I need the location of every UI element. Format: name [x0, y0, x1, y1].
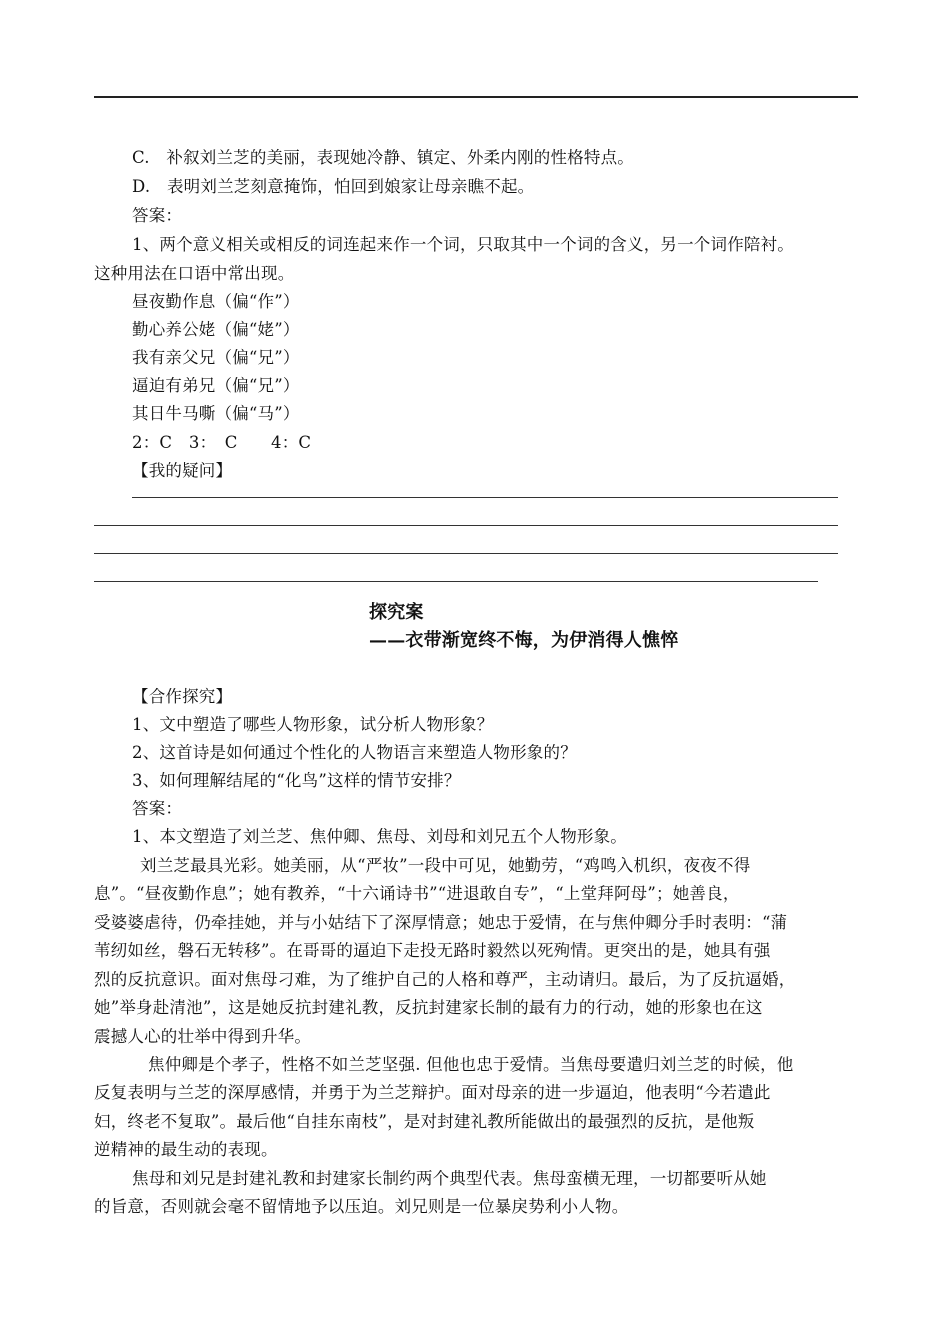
example-1: 昼夜勤作息（偏“作”） — [132, 292, 300, 311]
option-d: D. 表明刘兰芝刻意掩饰，怕回到娘家让母亲瞧不起。 — [132, 177, 535, 196]
mother-paragraph-line: 的旨意，否则就会毫不留情地予以压迫。刘兄则是一位暴戾势利小人物。 — [94, 1197, 629, 1216]
answer-explanation-line-1: 1、两个意义相关或相反的词连起来作一个词，只取其中一个词的含义，另一个词作陪衬。 — [132, 235, 794, 254]
liu-paragraph-line: 息”。“昼夜勤作息”；她有教养，“十六诵诗书”“进退敢自专”，“上堂拜阿母”；她善良， — [94, 884, 740, 903]
example-2: 勤心养公姥（偏“姥”） — [132, 320, 300, 339]
answer-1: 1、本文塑造了刘兰芝、焦仲卿、焦母、刘母和刘兄五个人物形象。 — [132, 827, 627, 846]
example-5: 其日牛马嘶（偏“马”） — [132, 404, 300, 423]
question-1: 1、文中塑造了哪些人物形象，试分析人物形象？ — [132, 715, 494, 734]
blank-line — [94, 581, 818, 582]
jiao-paragraph-line: 妇，终老不复取”。最后他“自挂东南枝”，是对封建礼教所能做出的最强烈的反抗，是他叛 — [94, 1112, 755, 1131]
section-title: 探究案 — [369, 602, 424, 623]
liu-paragraph-line: 烈的反抗意识。面对焦母刁难，为了维护自己的人格和尊严，主动请归。最后，为了反抗逼婚， — [94, 970, 796, 989]
liu-paragraph-line: 刘兰芝最具光彩。她美丽，从“严妆”一段中可见，她勤劳，“鸡鸣入机织，夜夜不得 — [140, 856, 751, 875]
jiao-paragraph-line: 逆精神的最生动的表现。 — [94, 1140, 278, 1159]
blank-line — [94, 553, 838, 554]
blank-line — [132, 497, 838, 498]
blank-line — [94, 525, 838, 526]
liu-paragraph-line: 震撼人心的壮举中得到升华。 — [94, 1027, 312, 1046]
liu-paragraph-line: 她”举身赴清池”，这是她反抗封建礼教，反抗封建家长制的最有力的行动，她的形象也在这 — [94, 998, 763, 1017]
option-c: C. 补叙刘兰芝的美丽，表现她冷静、镇定、外柔内刚的性格特点。 — [132, 148, 634, 167]
question-3: 3、如何理解结尾的“化鸟”这样的情节安排？ — [132, 771, 461, 790]
cooperation-heading: 【合作探究】 — [132, 687, 233, 706]
jiao-paragraph-line: 反复表明与兰芝的深厚感情，并勇于为兰芝辩护。面对母亲的进一步逼迫，他表明“今若遣此 — [94, 1083, 771, 1102]
my-questions-heading: 【我的疑问】 — [132, 461, 233, 480]
mother-paragraph-line: 焦母和刘兄是封建礼教和封建家长制约两个典型代表。焦母蛮横无理，一切都要听从她 — [132, 1169, 767, 1188]
section-subtitle: ——衣带渐宽终不悔，为伊消得人憔悴 — [369, 630, 679, 651]
liu-paragraph-line: 受婆婆虐待，仍牵挂她，并与小姑结下了深厚情意；她忠于爱情，在与焦仲卿分手时表明：“蒲 — [94, 913, 788, 932]
example-4: 逼迫有弟兄（偏“兄”） — [132, 376, 300, 395]
other-answers: 2：C 3： C 4：C — [132, 433, 312, 452]
jiao-paragraph-line: 焦仲卿是个孝子，性格不如兰芝坚强. 但他也忠于爱情。当焦母要遣归刘兰芝的时候，他 — [148, 1055, 794, 1074]
header-rule — [94, 96, 858, 98]
example-3: 我有亲父兄（偏“兄”） — [132, 348, 300, 367]
answer-label-2: 答案： — [132, 799, 183, 818]
answer-label: 答案： — [132, 206, 183, 225]
question-2: 2、这首诗是如何通过个性化的人物语言来塑造人物形象的？ — [132, 743, 577, 762]
liu-paragraph-line: 苇纫如丝，磐石无转移”。在哥哥的逼迫下走投无路时毅然以死殉情。更突出的是，她具有强 — [94, 941, 771, 960]
answer-explanation-line-2: 这种用法在口语中常出现。 — [94, 264, 295, 283]
